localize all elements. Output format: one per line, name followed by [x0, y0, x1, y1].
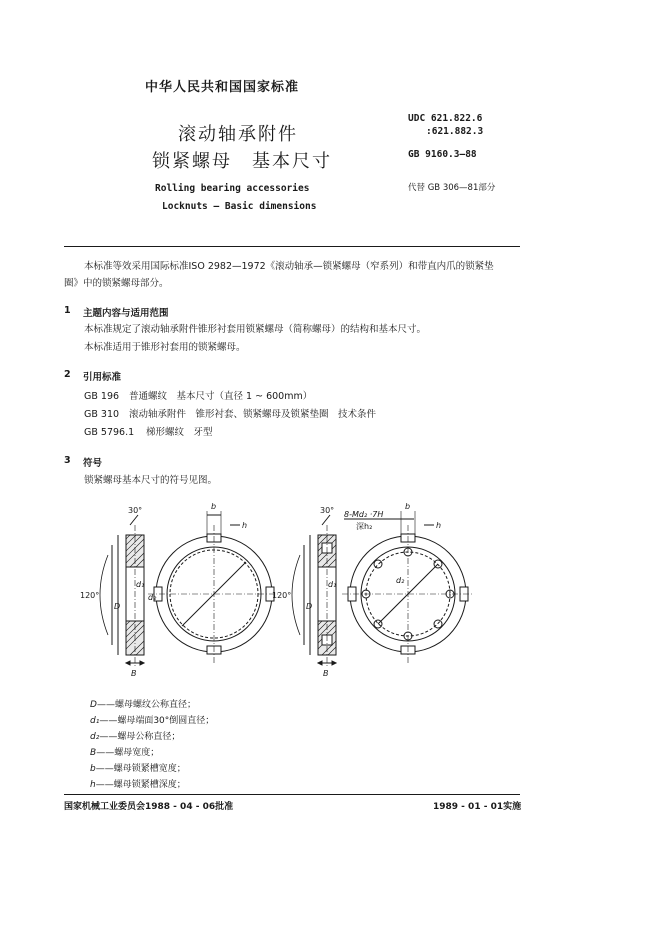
gb-number: GB 9160.3—88 — [408, 149, 477, 160]
legend-item — [90, 713, 214, 726]
left-section-view — [100, 515, 144, 667]
ref-title: 普通螺纹 基本尺寸（直径 1 ~ 600mm） — [129, 391, 313, 402]
left-b-label: b — [211, 502, 217, 511]
right-angle-side-label: 120° — [272, 591, 292, 600]
udc-line2: :621.882.3 — [426, 126, 484, 137]
section3-line1: 锁紧螺母基本尺寸的符号见图。 — [84, 475, 218, 486]
title-cn-line1: 滚动轴承附件 — [178, 124, 298, 145]
section1-line2: 本标准适用于锥形衬套用的锁紧螺母。 — [84, 342, 246, 353]
legend-definition: ——螺母锁紧槽宽度； — [95, 764, 186, 774]
legend-definition: ——螺母宽度； — [96, 748, 160, 758]
legend-definition: ——螺母螺纹公称直径； — [96, 700, 196, 710]
legend-symbol: d₂ — [90, 732, 100, 742]
right-ring-view — [342, 511, 474, 663]
section1-number: 1 — [64, 305, 71, 316]
title-en-line1: Rolling bearing accessories — [155, 183, 310, 194]
left-angle-side-label: 120° — [80, 591, 100, 600]
legend-definition: ——螺母端面30°倒圆直径； — [99, 716, 215, 726]
ref-code: GB 196 — [84, 391, 120, 402]
right-d1-label: d₁ — [328, 580, 337, 589]
ref-title: 滚动轴承附件 锥形衬套、锁紧螺母及锁紧垫圈 技术条件 — [129, 409, 377, 420]
left-ring-view — [148, 511, 280, 663]
right-angle-top-label: 30° — [320, 506, 335, 515]
udc-line1: UDC 621.822.6 — [408, 113, 483, 124]
left-D-label: D — [114, 602, 121, 611]
ref-code: GB 5796.1 — [84, 427, 135, 438]
right-thread-label: 8-Md₂ ·7H — [344, 510, 384, 519]
right-d2-label: d₂ — [396, 576, 405, 585]
left-d1-label: d₁ — [136, 580, 145, 589]
left-angle-top-label: 30° — [128, 506, 143, 515]
intro-line2: 圈》中的锁紧螺母部分。 — [64, 278, 169, 289]
legend-symbol: D — [90, 700, 97, 710]
header-divider — [64, 246, 520, 247]
legend-symbol: b — [90, 764, 96, 774]
right-depth-label: 深h₂ — [356, 522, 373, 531]
legend-definition: ——螺母锁紧槽深度； — [95, 780, 186, 790]
left-B-label: B — [131, 669, 137, 678]
title-cn-line2: 锁紧螺母 基本尺寸 — [152, 151, 332, 172]
legend-symbol: d₁ — [90, 716, 100, 726]
section2-heading: 引用标准 — [83, 372, 122, 383]
implementation-date: 1989 - 01 - 01实施 — [433, 802, 522, 812]
footer-divider — [64, 794, 520, 795]
right-D-label: D — [306, 602, 313, 611]
right-B-label: B — [323, 669, 329, 678]
right-h-label: h — [436, 521, 442, 530]
country-title: 中华人民共和国国家标准 — [145, 80, 300, 95]
left-d2-label: d₂ — [148, 593, 157, 602]
legend-definition: ——螺母公称直径； — [99, 732, 181, 742]
legend-item — [90, 729, 180, 742]
section2-number: 2 — [64, 369, 71, 380]
replaces-note: 代替 GB 306—81部分 — [408, 183, 496, 193]
legend-item — [90, 777, 186, 790]
ref-title: 梯形螺纹 牙型 — [146, 427, 213, 438]
right-section-view — [292, 515, 336, 667]
section1-heading: 主题内容与适用范围 — [83, 308, 169, 319]
title-en-line2: Locknuts — Basic dimensions — [162, 201, 317, 212]
ref-code: GB 310 — [84, 409, 120, 420]
right-b-label: b — [405, 502, 411, 511]
section1-line1: 本标准规定了滚动轴承附件锥形衬套用锁紧螺母（简称螺母）的结构和基本尺寸。 — [84, 324, 427, 335]
legend-item — [90, 697, 196, 710]
intro-line1: 本标准等效采用国际标准ISO 2982—1972《滚动轴承—锁紧螺母（窄系列）和带直内爪的锁紧垫 — [84, 261, 494, 272]
approval-date: 国家机械工业委员会1988 - 04 - 06批准 — [64, 802, 234, 812]
section3-heading: 符号 — [83, 458, 103, 469]
legend-item — [90, 745, 159, 758]
legend-symbol: h — [90, 780, 96, 790]
legend-symbol: B — [90, 748, 97, 758]
left-h-label: h — [242, 521, 248, 530]
section3-number: 3 — [64, 455, 71, 466]
locknut-figure — [78, 495, 498, 685]
legend-item — [90, 761, 186, 774]
